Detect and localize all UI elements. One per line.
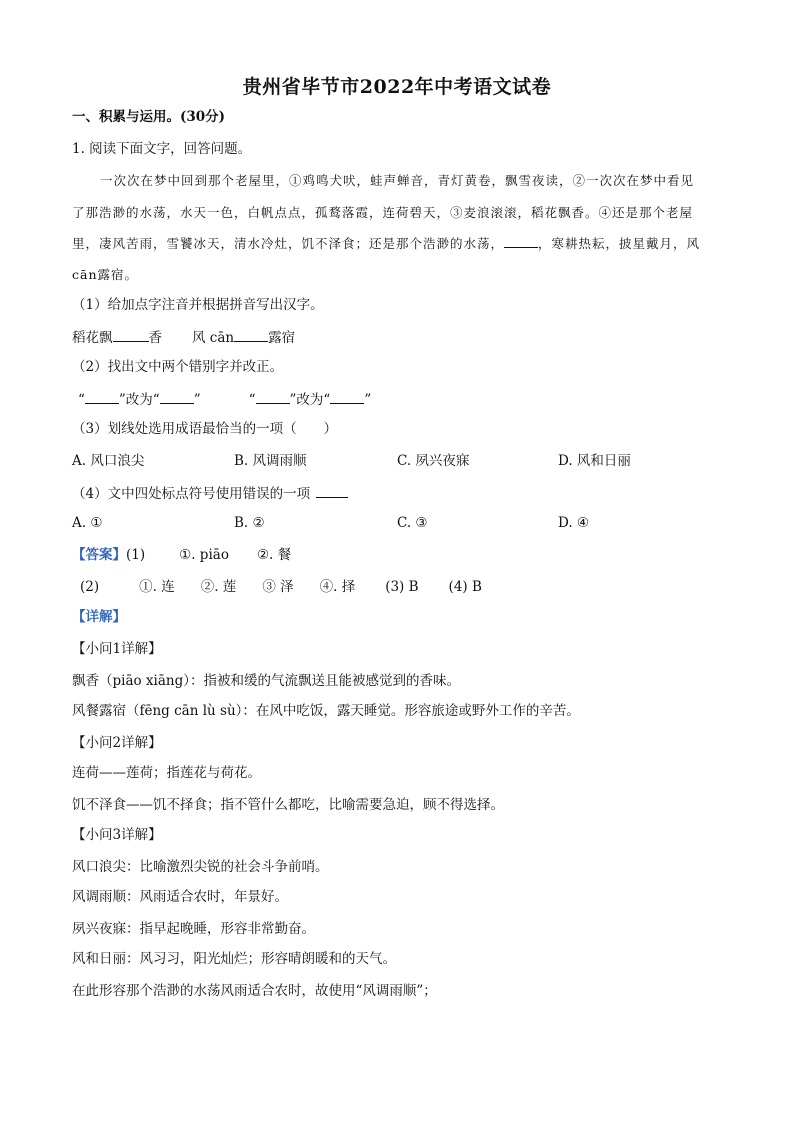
quote-close-2: ”: [364, 392, 372, 408]
passage-line-1: 一次次在梦中回到那个老屋里，①鸡鸣犬吠，蛙声蝉音，青灯黄卷，飘雪夜读，②一次次在梦中看见: [100, 173, 695, 188]
option-4c: C. ③: [397, 515, 428, 531]
change-to-1: ”改为“: [118, 392, 160, 408]
quote-open-2: “: [248, 392, 256, 408]
passage-line-2: 了那浩渺的水荡，水天一色，白帆点点，孤鹜落霞，连荷碧天，③麦浪滚滚，稻花飘香。④还是那个老屋: [72, 205, 694, 220]
item-a-text: 稻花飘: [72, 330, 113, 346]
option-3d: D. 风和日丽: [558, 453, 631, 469]
answer-1-2: ②. 餐: [256, 547, 292, 563]
wrong-char-blank-1: [85, 390, 119, 404]
sub-question-1: （1）给加点字注音并根据拼音写出汉字。: [72, 297, 324, 313]
sub-detail-3-line-5: 在此形容那个浩渺的水荡风雨适合农时，故使用“风调雨顺”；: [72, 983, 437, 999]
item-b-suffix: 露宿: [268, 330, 296, 346]
sub-detail-2-label: 【小问2详解】: [72, 735, 162, 751]
sub-detail-3-line-2: 风调雨顺：风雨适合农时，年景好。: [72, 889, 288, 905]
answer-label: 【答案】: [72, 547, 126, 563]
answer-part-1: (1): [126, 547, 146, 563]
correct-char-blank-2: [330, 390, 364, 404]
wrong-char-blank-2: [256, 390, 290, 404]
question-1-prompt: 1. 阅读下面文字，回答问题。: [72, 141, 252, 157]
sub-question-2: （2）找出文中两个错别字并改正。: [72, 359, 284, 375]
sub-detail-1-line-2: 风餐露宿（fēng cān lù sù）：在风中吃饭，露天睡觉。形容旅途或野外工作的辛苦。: [72, 703, 580, 719]
answer-2-1: ①. 连: [139, 579, 175, 595]
item-a-suffix: 香: [148, 330, 162, 346]
answer-2-2: ②. 莲: [200, 579, 237, 595]
sub-question-4-text: （4）文中四处标点符号使用错误的一项: [72, 486, 311, 502]
passage-line-3-start: 里，凄风苦雨，雪饕冰天，清水冷灶，饥不泽食；还是那个浩渺的水荡，: [72, 236, 505, 251]
answer-1-1: ①. piāo: [179, 547, 229, 563]
document-title: 贵州省毕节市2022年中考语文试卷: [242, 76, 552, 98]
quote-close-1: ”: [193, 392, 201, 408]
answer-2-4: ④. 择: [319, 579, 356, 595]
sub-question-1-items: [72, 328, 295, 347]
sub-detail-2-line-2: 饥不泽食——饥不择食；指不管什么都吃，比喻需要急迫，顾不得选择。: [72, 797, 504, 813]
change-to-2: ”改为“: [289, 392, 331, 408]
sub-question-2-fill: [78, 390, 371, 409]
option-4a: A. ①: [72, 515, 103, 531]
section-heading: 一、积累与运用。(30分): [72, 109, 226, 125]
item-b-blank: [234, 328, 268, 342]
sub-detail-1-line-1: 飘香（piāo xiāng）：指被和缓的气流飘送且能被感觉到的香味。: [72, 673, 460, 689]
sub-question-3: （3）划线处选用成语最恰当的一项（ ）: [72, 421, 338, 437]
passage-blank: [504, 234, 538, 248]
option-3b: B. 风调雨顺: [234, 453, 307, 469]
answer-3: (3) B: [385, 579, 419, 595]
passage-line-4: cān露宿。: [72, 267, 139, 282]
sub-detail-3-line-4: 风和日丽：风习习，阳光灿烂；形容晴朗暖和的天气。: [72, 951, 396, 967]
sub-detail-3-line-1: 风口浪尖：比喻激烈尖锐的社会斗争前哨。: [72, 859, 329, 875]
passage-line-3-end: ，寒耕热耘，披星戴月，风: [538, 236, 701, 251]
answer-4: (4) B: [448, 579, 482, 595]
sub-question-4-blank: [316, 484, 348, 498]
option-3a: A. 风口浪尖: [72, 453, 145, 469]
option-4d: D. ④: [558, 515, 590, 531]
sub-detail-3-label: 【小问3详解】: [72, 827, 162, 843]
option-3c: C. 夙兴夜寐: [397, 453, 470, 469]
sub-detail-3-line-3: 夙兴夜寐：指早起晚睡，形容非常勤奋。: [72, 921, 315, 937]
answer-line-2: [80, 578, 482, 596]
sub-detail-1-label: 【小问1详解】: [72, 641, 162, 657]
answer-line-1: [72, 546, 291, 564]
answer-part-2: (2): [80, 579, 100, 595]
sub-detail-2-line-1: 连荷——莲荷；指莲花与荷花。: [72, 765, 261, 781]
correct-char-blank-1: [160, 390, 194, 404]
detail-label: 【详解】: [72, 609, 126, 625]
quote-open-1: “: [78, 392, 85, 408]
option-4b: B. ②: [234, 515, 265, 531]
item-a-blank: [113, 328, 149, 342]
passage-line-3: [72, 234, 700, 253]
item-b-text: 风 cān: [192, 330, 235, 346]
sub-question-4: [72, 484, 348, 503]
answer-2-3: ③ 泽: [262, 579, 294, 595]
